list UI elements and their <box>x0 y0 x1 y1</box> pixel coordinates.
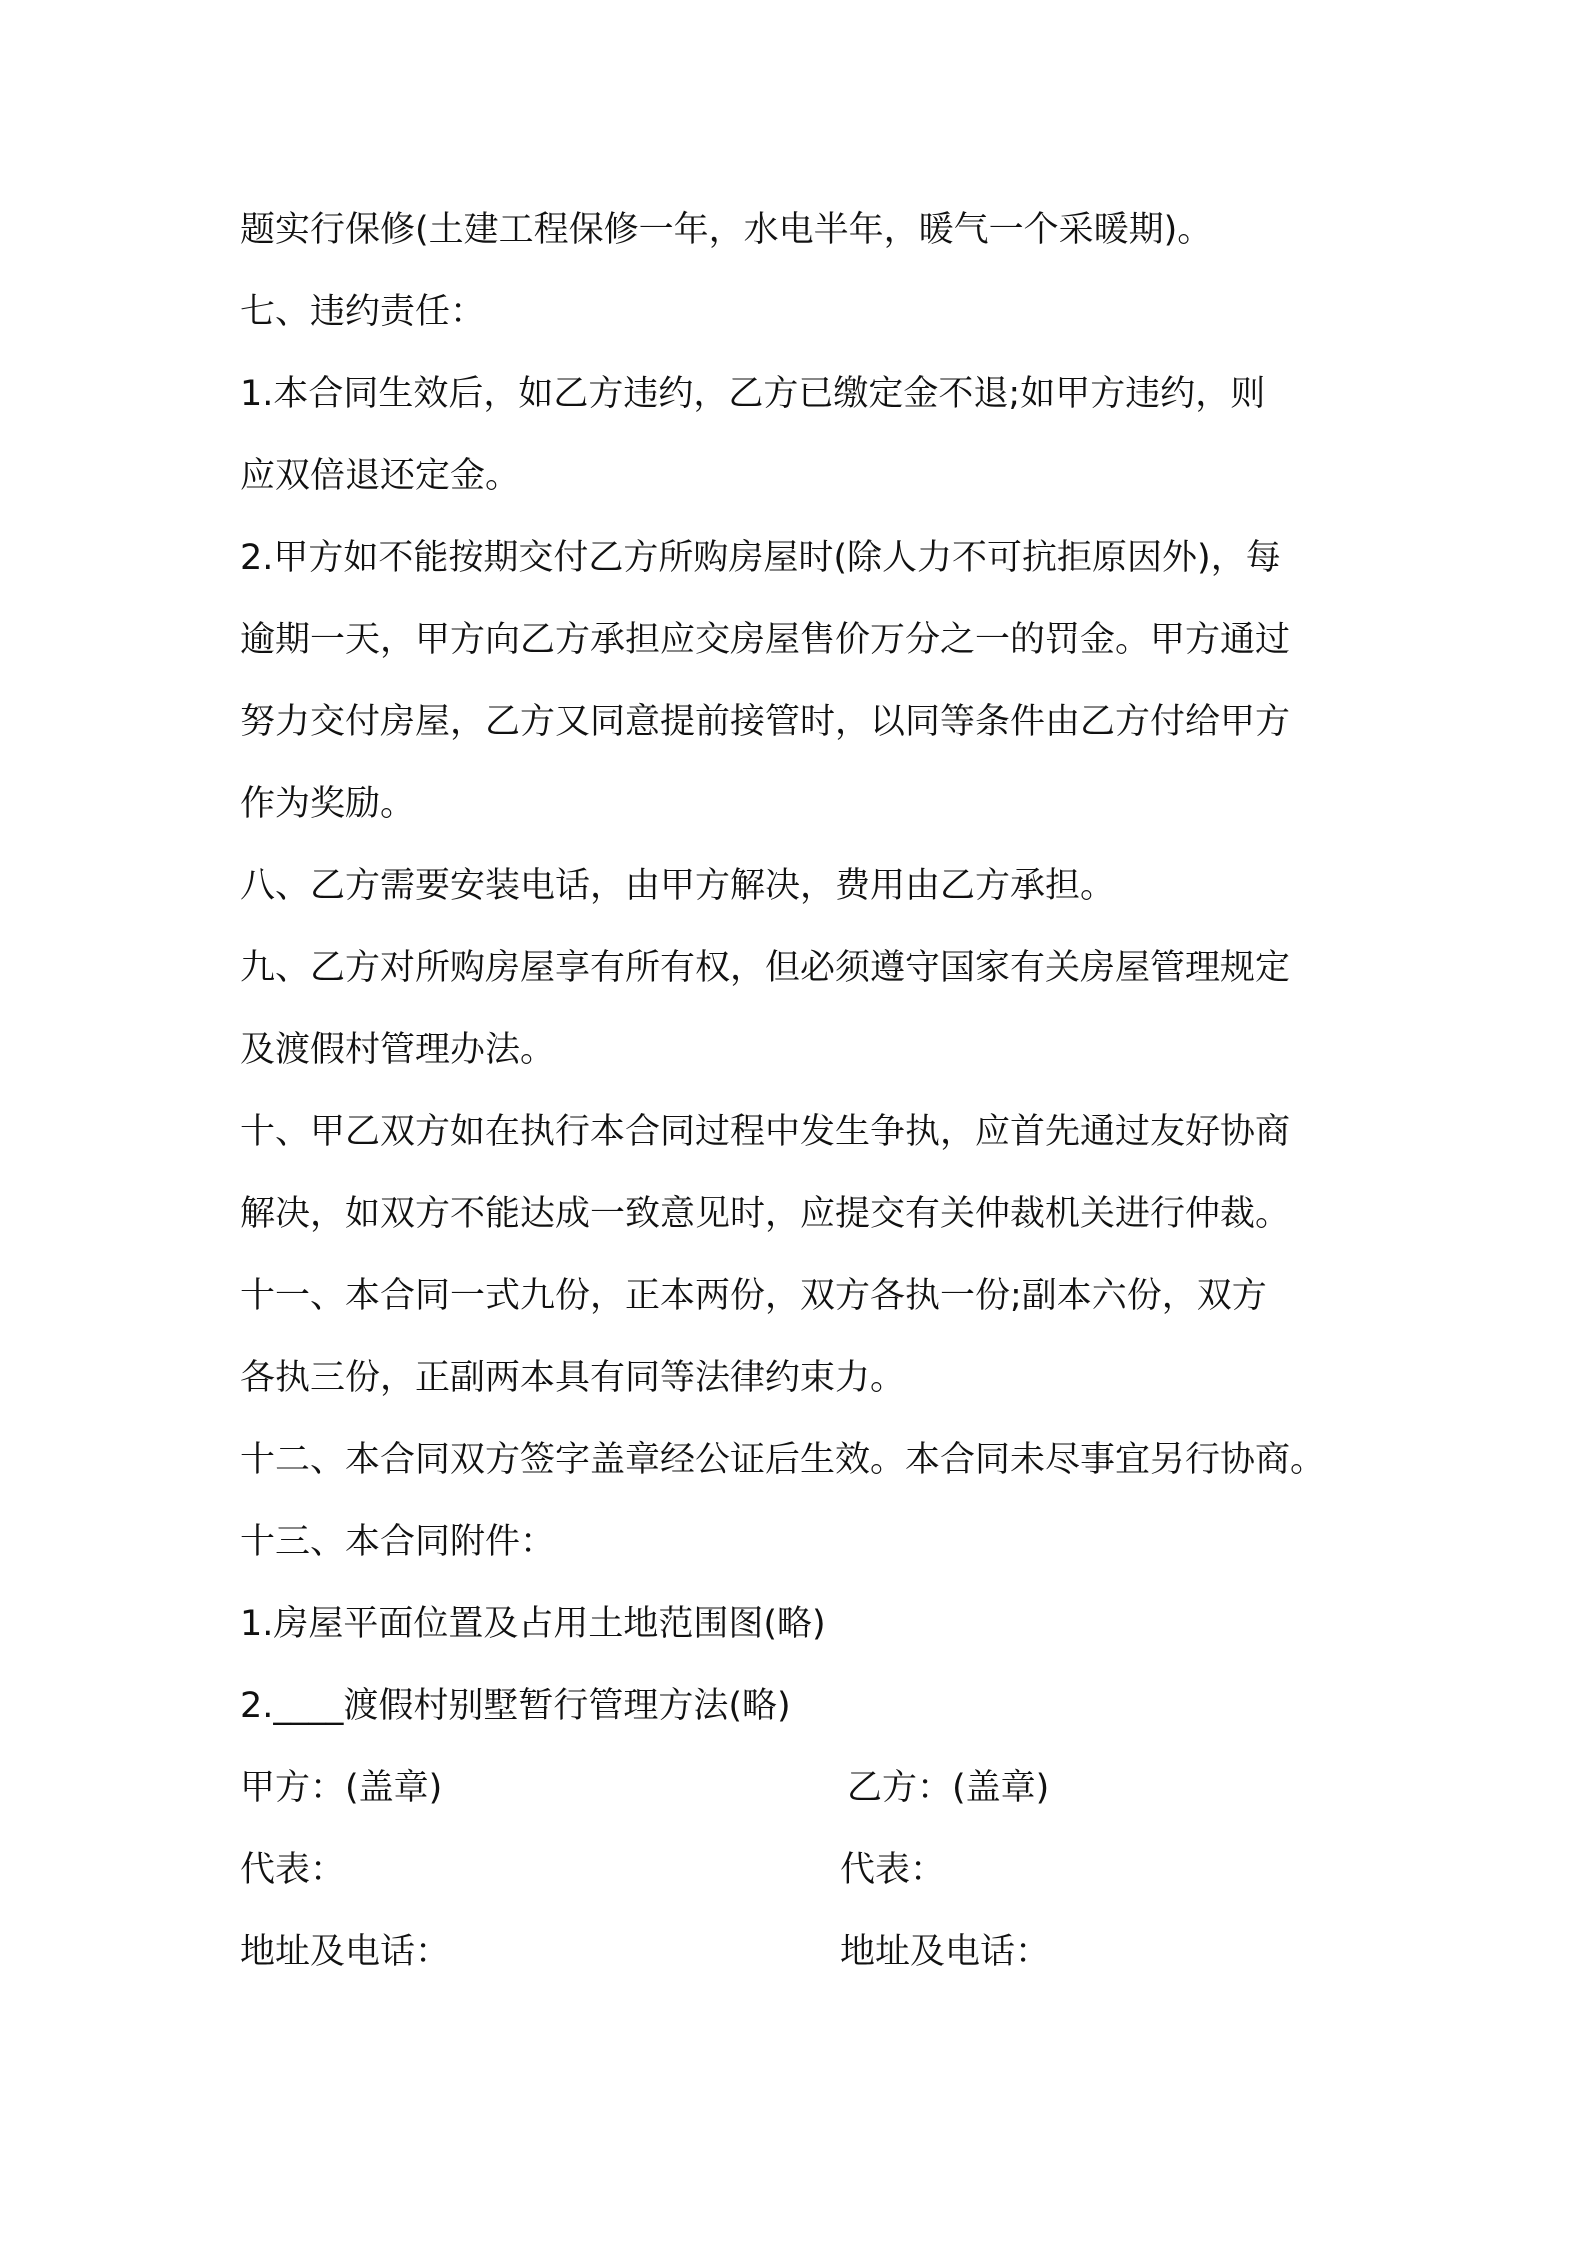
paragraph-line: 2.甲方如不能按期交付乙方所购房屋时(除人力不可抗拒原因外)，每 <box>240 538 1281 578</box>
party-b-address-phone: 地址及电话： <box>840 1932 1051 1972</box>
clause-ten: 十、甲乙双方如在执行本合同过程中发生争执，应首先通过友好协商 <box>240 1112 1291 1152</box>
paragraph-line: 努力交付房屋，乙方又同意提前接管时，以同等条件由乙方付给甲方 <box>240 702 1291 742</box>
paragraph-line: 题实行保修(土建工程保修一年，水电半年，暖气一个采暖期)。 <box>240 210 1213 250</box>
clause-eight: 八、乙方需要安装电话，由甲方解决，费用由乙方承担。 <box>240 866 1116 906</box>
clause-nine: 九、乙方对所购房屋享有所有权，但必须遵守国家有关房屋管理规定 <box>240 948 1291 988</box>
paragraph-line: 应双倍退还定金。 <box>240 456 521 496</box>
section-heading-attachments: 十三、本合同附件： <box>240 1522 556 1562</box>
signature-representative-row <box>240 1836 1360 1918</box>
signature-seal-row <box>240 1754 1360 1836</box>
document-page <box>240 196 1360 2000</box>
party-a-address-phone: 地址及电话： <box>240 1932 451 1972</box>
clause-twelve: 十二、本合同双方签字盖章经公证后生效。本合同未尽事宜另行协商。 <box>240 1440 1326 1480</box>
paragraph-line: 及渡假村管理办法。 <box>240 1030 556 1070</box>
paragraph-line: 逾期一天，甲方向乙方承担应交房屋售价万分之一的罚金。甲方通过 <box>240 620 1291 660</box>
paragraph-line: 1.本合同生效后，如乙方违约，乙方已缴定金不退;如甲方违约，则 <box>240 374 1266 414</box>
paragraph-line: 作为奖励。 <box>240 784 416 824</box>
party-a-representative: 代表： <box>240 1850 346 1890</box>
clause-eleven: 十一、本合同一式九份，正本两份，双方各执一份;副本六份，双方 <box>240 1276 1267 1316</box>
party-b-representative: 代表： <box>840 1850 946 1890</box>
party-a-seal: 甲方：(盖章) <box>240 1768 443 1808</box>
paragraph-line: 各执三份，正副两本具有同等法律约束力。 <box>240 1358 906 1398</box>
party-b-seal: 乙方：(盖章) <box>847 1768 1050 1808</box>
paragraph-line: 解决，如双方不能达成一致意见时，应提交有关仲裁机关进行仲裁。 <box>240 1194 1291 1234</box>
section-heading-breach: 七、违约责任： <box>240 292 486 332</box>
signature-address-row <box>240 1918 1360 2000</box>
attachment-item: 2.____渡假村别墅暂行管理方法(略) <box>240 1686 791 1726</box>
attachment-item: 1.房屋平面位置及占用土地范围图(略) <box>240 1604 826 1644</box>
